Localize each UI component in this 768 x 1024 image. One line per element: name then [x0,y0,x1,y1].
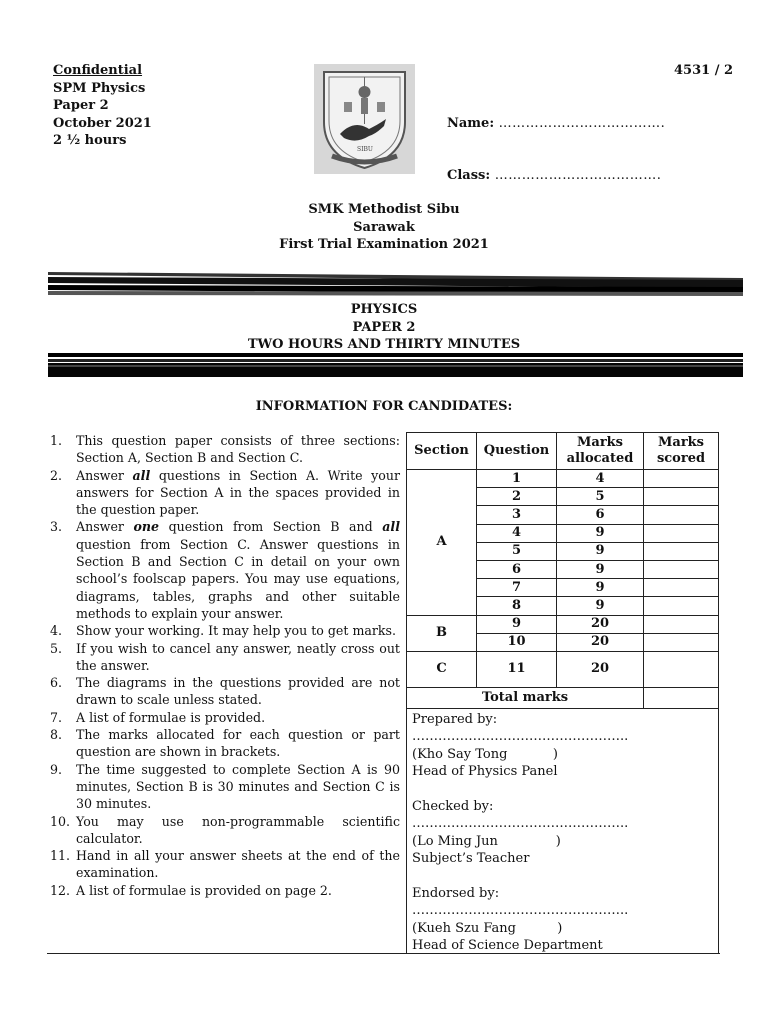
instruction-item [50,709,400,726]
instruction-number: 9. [50,761,63,777]
allocated-cell: 9 [557,542,644,560]
checked-dots: ………………………………………….. [412,816,629,832]
instruction-item [50,882,400,899]
instruction-text: A list of formulae is provided on page 2. [76,882,332,898]
instruction-number: 6. [50,675,63,691]
instruction-item [50,726,400,761]
instruction-item [50,813,400,848]
allocated-cell: 4 [557,470,644,488]
allocated-cell: 9 [557,560,644,578]
endorsed-role: Head of Science Department [412,938,603,954]
scored-cell[interactable] [644,633,719,651]
instruction-item [50,467,400,519]
endorsed-label: Endorsed by: [412,886,500,902]
instruction-item [50,518,400,622]
instruction-item [50,640,400,675]
marks-table-header-row [407,433,719,470]
instruction-text: The time suggested to complete Section A is 90 minutes, Section B is 30 minutes and Section C is 30 minutes. [76,761,400,812]
school-state: Sarawak [353,219,415,235]
school-block [0,201,768,254]
instruction-text: The marks allocated for each question or part question are shown in brackets. [76,727,400,760]
question-cell: 6 [477,560,557,578]
scored-cell[interactable] [644,524,719,542]
question-cell: 11 [477,651,557,687]
instructions-list [50,432,400,899]
duration-label: 2 ½ hours [53,133,127,148]
name-dots: ………………………………. [498,116,666,131]
checked-role: Subject’s Teacher [412,851,530,867]
scored-cell[interactable] [644,560,719,578]
allocated-cell: 20 [557,633,644,651]
prepared-role: Head of Physics Panel [412,764,558,780]
scored-cell[interactable] [644,542,719,560]
allocated-cell: 9 [557,597,644,615]
instruction-number: 2. [50,467,63,483]
instruction-text: If you wish to cancel any answer, neatly cross out the answer. [76,640,400,673]
instruction-item [50,761,400,813]
crest-icon [314,64,415,174]
paper-label: Paper 2 [53,98,109,113]
total-score-cell[interactable] [644,687,719,708]
question-cell: 3 [477,506,557,524]
instruction-text: Show your working. It may help you to get marks. [76,623,397,639]
question-cell: 8 [477,597,557,615]
checked-label: Checked by: [412,799,494,815]
prepared-label: Prepared by: [412,712,498,727]
allocated-cell: 5 [557,488,644,506]
instruction-text: The diagrams in the questions provided are not drawn to scale unless stated. [76,675,400,708]
title-block [0,301,768,354]
instruction-item [50,847,400,882]
bottom-rule [47,953,720,954]
instruction-item [50,432,400,467]
instruction-number: 1. [50,433,63,448]
instruction-number: 4. [50,623,63,639]
checked-name: (Lo Ming Jun ) [412,833,561,849]
scored-header: Marks scored [644,433,719,470]
confidential-label: Confidential [53,63,143,78]
instruction-number: 7. [50,709,63,725]
allocated-header: Marks allocated [557,433,644,470]
instruction-text: You may use non-programmable scientific calculator. [76,813,400,846]
scored-cell[interactable] [644,651,719,687]
question-cell: 4 [477,524,557,542]
section-cell: B [407,615,477,651]
exam-title: First Trial Examination 2021 [279,237,489,252]
instruction-item [50,622,400,639]
allocated-cell: 9 [557,524,644,542]
section-header: Section [407,433,477,470]
scored-cell[interactable] [644,597,719,615]
question-cell: 5 [477,542,557,560]
section-cell: C [407,651,477,687]
total-row [407,687,719,708]
marks-table [406,432,719,709]
class-dots: ………………………………. [494,168,662,183]
allocated-cell: 6 [557,506,644,524]
class-label: Class: [447,168,491,183]
marks-table-container [406,432,719,709]
instruction-item [50,674,400,709]
name-field[interactable] [447,115,665,133]
scored-cell[interactable] [644,506,719,524]
signatures [412,711,717,955]
section-cell: A [407,470,477,616]
scored-cell[interactable] [644,488,719,506]
scored-cell[interactable] [644,470,719,488]
subject-label: SPM Physics [53,80,146,96]
instruction-number: 11. [50,848,71,864]
info-heading: INFORMATION FOR CANDIDATES: [255,399,513,414]
header-left [53,62,152,150]
instruction-number: 8. [50,727,63,743]
instruction-number: 5. [50,640,63,656]
name-label: Name: [447,116,495,131]
divider-bar-top [48,270,743,298]
instruction-text: Answer one question from Section B and all question from Section C. Answer questions in Section B and Section C in detail on your own school’s foolscap papers. You may use equations, diagrams, tables, graphs and other suitable methods to explain your answer. [76,519,400,621]
school-name: SMK Methodist Sibu [308,202,460,217]
scored-cell[interactable] [644,579,719,597]
total-label: Total marks [407,687,644,708]
question-cell: 1 [477,470,557,488]
school-crest-logo [314,64,415,174]
endorsed-name: (Kueh Szu Fang ) [412,920,563,936]
class-field[interactable] [447,167,661,185]
allocated-cell: 20 [557,615,644,633]
paper-code: 4531 / 2 [674,63,734,78]
title-subject: PHYSICS [350,302,418,317]
allocated-cell: 20 [557,651,644,687]
table-row [407,651,719,687]
divider-bar-bottom [48,353,743,377]
instruction-text: This question paper consists of three sections: Section A, Section B and Section C. [76,433,400,466]
prepared-name: (Kho Say Tong ) [412,746,558,762]
title-duration: TWO HOURS AND THIRTY MINUTES [247,337,521,352]
date-label: October 2021 [53,115,152,131]
question-cell: 10 [477,633,557,651]
question-header: Question [477,433,557,470]
scored-cell[interactable] [644,615,719,633]
instruction-text: Hand in all your answer sheets at the end of the examination. [76,848,400,881]
endorsed-dots: ………………………………………….. [412,903,629,919]
crest-motto: SIBU [357,146,373,153]
title-paper: PAPER 2 [352,319,416,335]
instruction-number: 10. [50,813,71,829]
allocated-cell: 9 [557,579,644,597]
instruction-text: A list of formulae is provided. [76,709,266,725]
table-row [407,615,719,633]
instruction-text: Answer all questions in Section A. Write your answers for Section A in the spaces provided in the question paper. [76,467,400,518]
question-cell: 2 [477,488,557,506]
table-row [407,470,719,488]
instruction-number: 12. [50,882,71,898]
question-cell: 9 [477,615,557,633]
prepared-dots: ………………………………………….. [412,729,629,745]
instruction-number: 3. [50,519,63,535]
question-cell: 7 [477,579,557,597]
